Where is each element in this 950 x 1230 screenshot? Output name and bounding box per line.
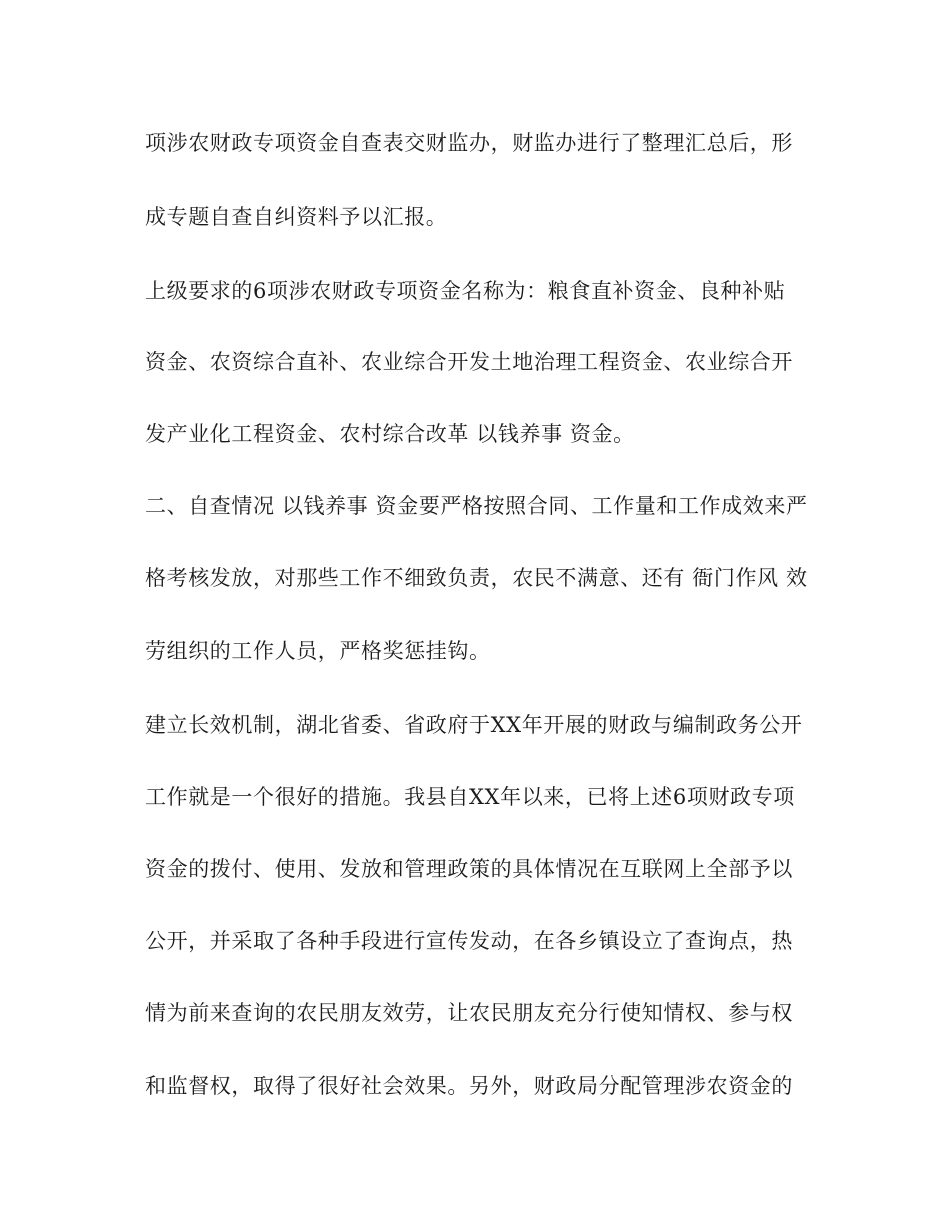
text-line: 项涉农财政专项资金自查表交财监办，财监办进行了整理汇总后，形	[145, 131, 793, 155]
text-line: 建立长效机制，湖北省委、省政府于XX年开展的财政与编制政务公开	[145, 713, 803, 737]
text-line: 和监督权，取得了很好社会效果。另外，财政局分配管理涉农资金的	[145, 1074, 793, 1098]
text-line: 公开，并采取了各种手段进行宣传发动，在各乡镇设立了查询点，热	[145, 929, 793, 953]
text-line: 情为前来查询的农民朋友效劳，让农民朋友充分行使知情权、参与权	[145, 1001, 793, 1025]
text-line: 劳组织的工作人员，严格奖惩挂钩。	[145, 639, 491, 663]
text-line: 发产业化工程资金、农村综合改革 以钱养事 资金。	[145, 422, 635, 446]
text-line: 格考核发放，对那些工作不细致负责，农民不满意、还有 衙门作风 效	[145, 566, 808, 590]
text-line: 资金、农资综合直补、农业综合开发土地治理工程资金、农业综合开	[145, 350, 793, 374]
text-line: 资金的拨付、使用、发放和管理政策的具体情况在互联网上全部予以	[145, 857, 793, 881]
text-line: 二、自查情况 以钱养事 资金要严格按照合同、工作量和工作成效来严	[145, 494, 808, 518]
text-line: 成专题自查自纠资料予以汇报。	[145, 205, 448, 229]
text-line: 工作就是一个很好的措施。我县自XX年以来，已将上述6项财政专项	[145, 785, 795, 809]
text-line: 上级要求的6项涉农财政专项资金名称为：粮食直补资金、良种补贴	[145, 279, 786, 303]
